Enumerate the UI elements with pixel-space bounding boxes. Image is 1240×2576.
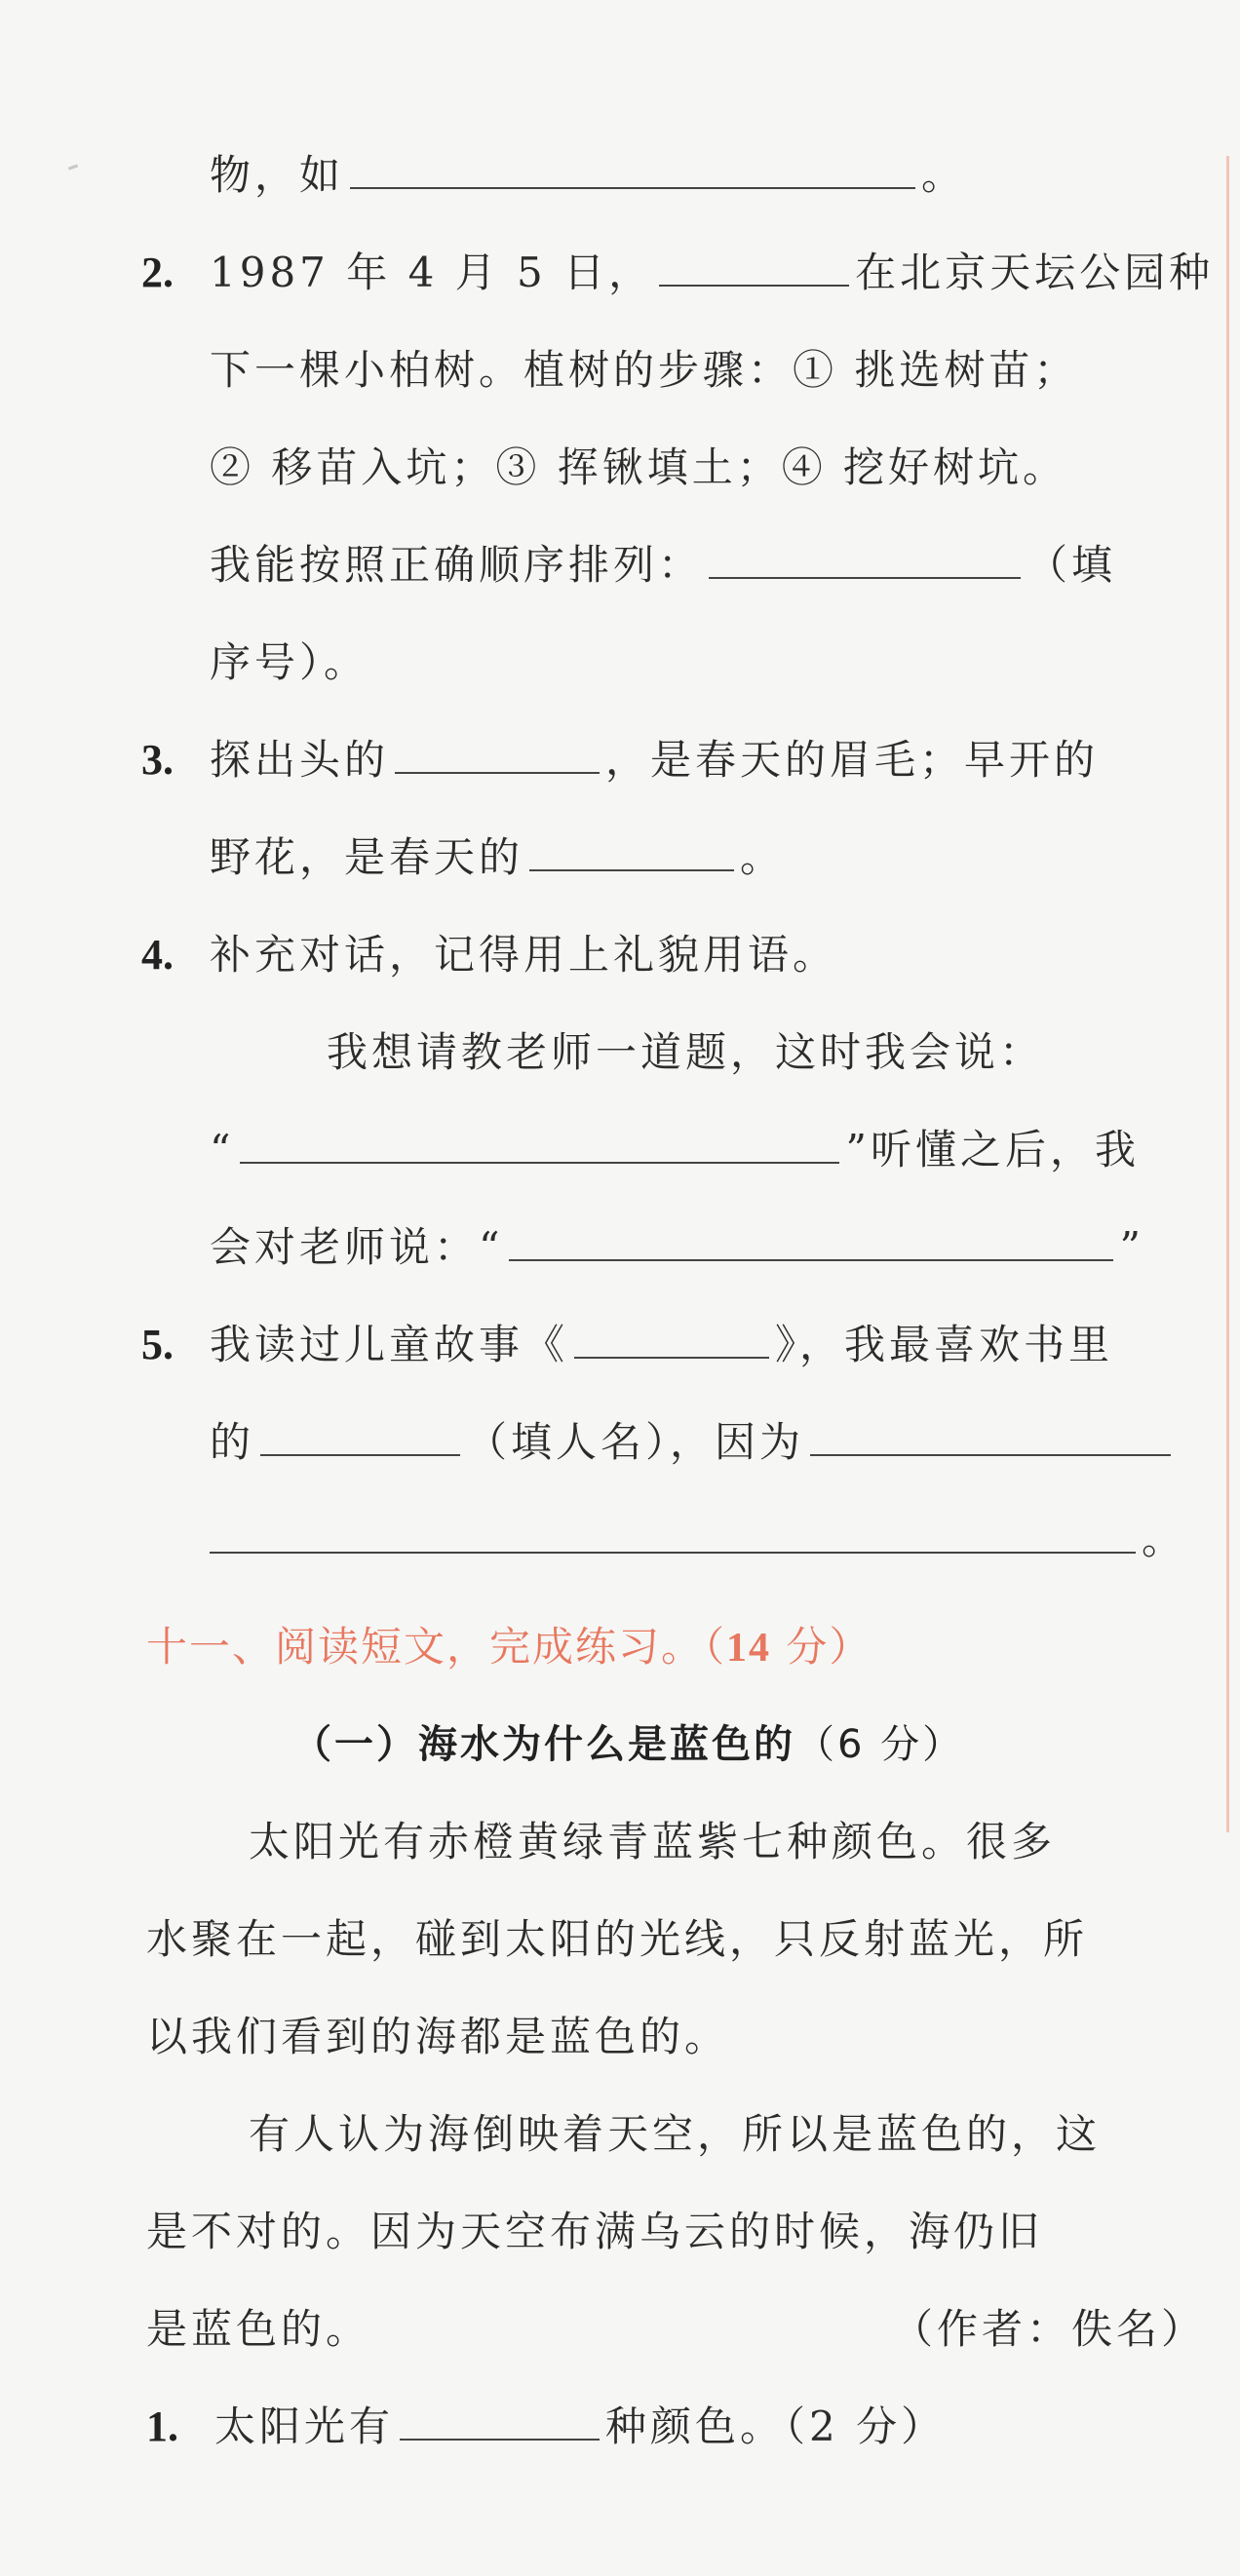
answer-blank[interactable] — [659, 248, 849, 287]
answer-blank[interactable] — [395, 735, 600, 774]
text: 。 — [740, 833, 786, 881]
margin-rule — [1226, 156, 1229, 1832]
q4-line3 — [210, 1121, 1140, 1179]
text: 分） — [771, 1623, 872, 1671]
text: 我读过儿童故事《 — [210, 1321, 569, 1368]
text: 种颜色。（2 分） — [605, 2403, 947, 2450]
answer-blank[interactable] — [709, 540, 1021, 579]
question-number: 3. — [141, 736, 174, 784]
text: 。 — [921, 151, 967, 199]
answer-blank[interactable] — [260, 1417, 460, 1456]
q2-line2: 下一棵小柏树。植树的步骤：① 挑选树苗； — [210, 346, 1079, 394]
q4-line1: 补充对话，记得用上礼貌用语。 — [210, 931, 838, 979]
author-credit: （作者：佚名） — [892, 2305, 1207, 2353]
answer-blank[interactable] — [810, 1417, 1171, 1456]
q2-line3: ② 移苗入坑；③ 挥锹填土；④ 挖好树坑。 — [210, 443, 1068, 491]
points: （6 分） — [795, 1722, 965, 1767]
text: （一）海水为什么是蓝色的 — [292, 1722, 795, 1767]
text: 物，如 — [210, 151, 345, 199]
passage-line: 有人认为海倒映着天空，所以是蓝色的，这 — [249, 2110, 1102, 2158]
answer-blank[interactable] — [529, 832, 734, 871]
text: 》，我最喜欢书里 — [775, 1321, 1114, 1368]
text: 野花，是春天的 — [210, 833, 524, 881]
text: 太阳光有 — [214, 2403, 395, 2450]
text: 探出头的 — [210, 736, 390, 784]
q5-line3 — [210, 1511, 1186, 1569]
passage-line: 水聚在一起，碰到太阳的光线，只反射蓝光，所 — [146, 1915, 1089, 1963]
answer-blank[interactable] — [240, 1125, 839, 1164]
text: ” — [1119, 1223, 1144, 1271]
q3-line2 — [210, 828, 785, 887]
q3-line1 — [210, 731, 1099, 789]
text: “ — [210, 1126, 235, 1173]
text: （填 — [1027, 541, 1117, 589]
q2-line1 — [210, 244, 1214, 302]
text: ，是春天的眉毛；早开的 — [605, 736, 1100, 784]
passage-q1 — [214, 2398, 946, 2456]
question-number: 2. — [141, 249, 174, 296]
answer-blank[interactable] — [210, 1515, 1136, 1554]
text: 的 — [210, 1418, 255, 1466]
answer-blank[interactable] — [574, 1320, 769, 1359]
passage-line: 是蓝色的。 — [146, 2305, 371, 2353]
section-title — [146, 1618, 872, 1677]
text: ”听懂之后，我 — [845, 1126, 1140, 1173]
passage-line: 是不对的。因为天空布满乌云的时候，海仍旧 — [146, 2208, 1044, 2255]
scan-speck — [68, 164, 78, 170]
text: 在北京天坛公园种 — [855, 249, 1215, 296]
q4-line2: 我想请教老师一道题，这时我会说： — [327, 1028, 1045, 1076]
text: 1987 年 4 月 5 日， — [210, 249, 654, 296]
continued-line — [210, 146, 966, 205]
passage-line: 太阳光有赤橙黄绿青蓝紫七种颜色。很多 — [249, 1818, 1057, 1865]
text: 。 — [1142, 1516, 1187, 1563]
answer-blank[interactable] — [509, 1222, 1113, 1261]
passage-title — [292, 1715, 964, 1774]
question-number: 5. — [141, 1321, 174, 1368]
q5-line1 — [210, 1316, 1113, 1374]
question-number: 1. — [146, 2403, 178, 2450]
text: 十一、阅读短文，完成练习。（ — [146, 1623, 727, 1671]
q2-line4 — [210, 536, 1116, 595]
q2-line5: 序号）。 — [210, 638, 369, 686]
q5-line2 — [210, 1413, 1177, 1472]
answer-blank[interactable] — [350, 150, 915, 189]
q4-line4 — [210, 1218, 1144, 1277]
text: 会对老师说：“ — [210, 1223, 504, 1271]
text: 我能按照正确顺序排列： — [210, 541, 704, 589]
score: 14 — [726, 1626, 772, 1671]
passage-line: 以我们看到的海都是蓝色的。 — [146, 2013, 730, 2060]
text: （填人名），因为 — [466, 1418, 805, 1466]
answer-blank[interactable] — [400, 2402, 600, 2441]
question-number: 4. — [141, 931, 174, 979]
